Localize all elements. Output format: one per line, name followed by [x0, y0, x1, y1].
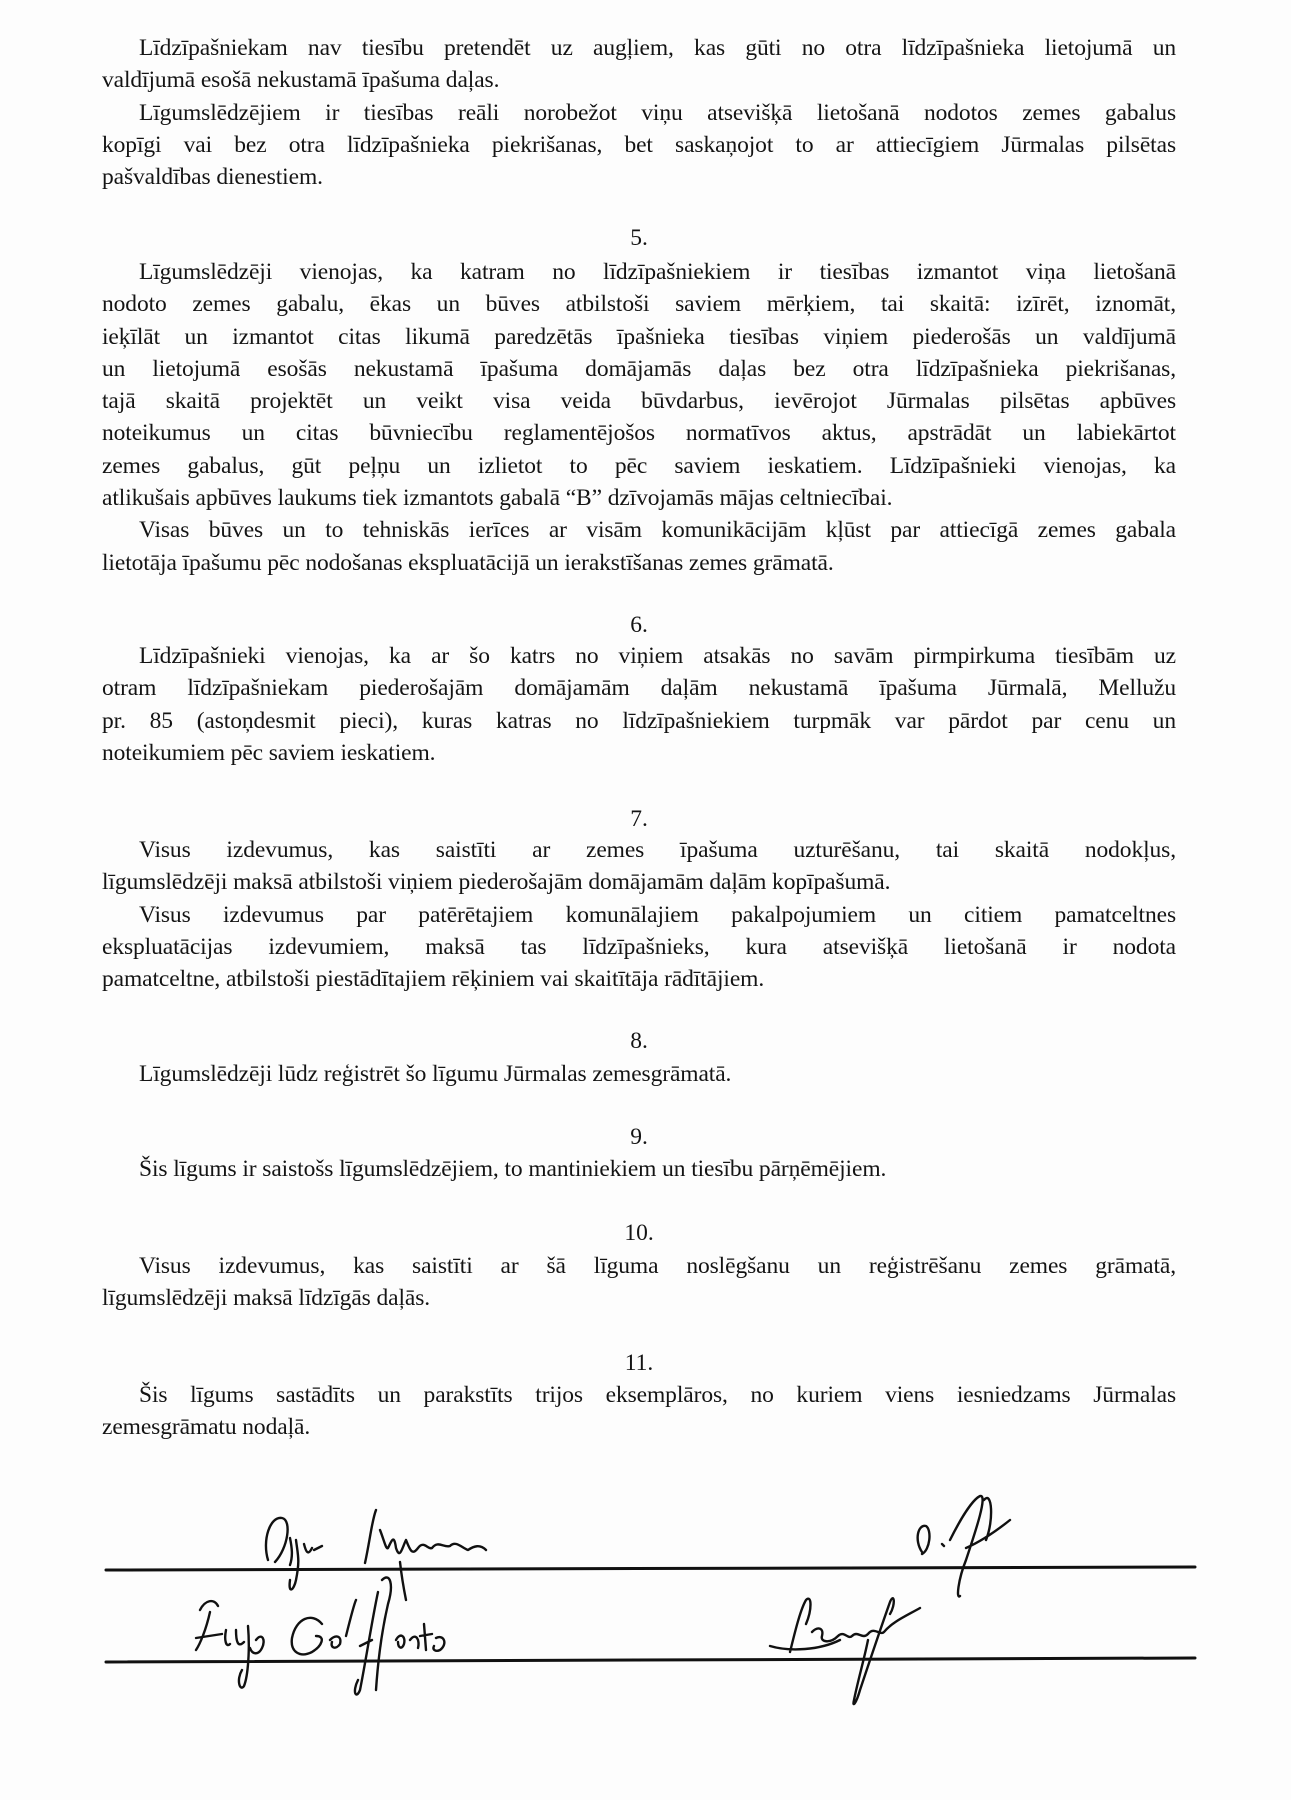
paragraph-line: Visus izdevumus, kas saistīti ar zemes īpašuma uzturēšanu, tai skaitā nodokļus,	[139, 837, 1176, 863]
paragraph-line: Visas būves un to tehniskās ierīces ar visām komunikācijām kļūst par attiecīgā zemes gabala	[139, 517, 1176, 544]
paragraph-line: Visus izdevumus, kas saistīti ar šā līguma noslēgšanu un reģistrēšanu zemes grāmatā,	[139, 1253, 1176, 1279]
paragraph-line: Visus izdevumus par patērētajiem komunālajiem pakalpojumiem un citiem pamatceltnes	[139, 901, 1176, 928]
section-number-11: 11.	[624, 1350, 654, 1376]
section-number-8: 8.	[630, 1028, 648, 1054]
paragraph-line: tajā skaitā projektēt un veikt visa veida būvdarbus, ievērojot Jūrmalas pilsētas apbūves	[102, 388, 1176, 415]
paragraph-line: Līgumslēdzēji vienojas, ka katram no līdzīpašniekiem ir tiesības izmantot viņa lietošanā	[139, 259, 1176, 285]
section-number-9: 9.	[630, 1124, 648, 1150]
paragraph-line: noteikumiem pēc saviem ieskatiem.	[102, 739, 436, 766]
signature-line-2	[106, 1658, 1195, 1662]
paragraph-line: Līgumslēdzēji lūdz reģistrēt šo līgumu Jūrmalas zemesgrāmatā.	[139, 1061, 732, 1087]
paragraph-line: Šis līgums ir saistošs līgumslēdzējiem, to mantiniekiem un tiesību pārņēmējiem.	[139, 1156, 887, 1182]
signature-line-1	[106, 1567, 1195, 1570]
paragraph-line: zemes gabalus, gūt peļņu un izlietot to pēc saviem ieskatiem. Līdzīpašnieki vienojas, ka	[102, 452, 1176, 479]
signature-6	[770, 1598, 920, 1704]
signature-4	[196, 1601, 264, 1688]
paragraph-line: pašvaldības dienestiem.	[102, 164, 323, 191]
paragraph-line: nodoto zemes gabalu, ēkas un būves atbilstoši saviem mērķiem, tai skaitā: izīrēt, iznomāt,	[102, 291, 1176, 318]
paragraph-line: noteikumus un citas būvniecību reglamentējošos normatīvos aktus, apstrādāt un labiekārtot	[102, 420, 1176, 447]
paragraph-line: pr. 85 (astoņdesmit pieci), kuras katras no līdzīpašniekiem turpmāk var pārdot par cenu un	[102, 707, 1176, 734]
paragraph-line: līgumslēdzēji maksā līdzīgās daļās.	[102, 1285, 431, 1312]
paragraph-line: līgumslēdzēji maksā atbilstoši viņiem piederošajām domājamām daļām kopīpašumā.	[102, 869, 891, 896]
section-number-7: 7.	[630, 806, 648, 832]
paragraph-line: atlikušais apbūves laukums tiek izmantots gabalā “B” dzīvojamās mājas celtniecībai.	[102, 485, 893, 512]
paragraph-line: ieķīlāt un izmantot citas likumā paredzētās īpašnieka tiesības viņiem piederošās un valdījumā	[102, 323, 1176, 350]
paragraph-line: Līdzīpašnieki vienojas, ka ar šo katrs no viņiem atsakās no savām pirmpirkuma tiesībām uz	[139, 643, 1176, 669]
paragraph-line: otram līdzīpašniekam piederošajām domājamām daļām nekustamā īpašuma Jūrmalā, Mellužu	[102, 675, 1176, 702]
section-number-10: 10.	[624, 1220, 654, 1246]
paragraph-line: Šis līgums sastādīts un parakstīts trijos eksemplāros, no kuriem viens iesniedzams Jūrmalas	[139, 1382, 1176, 1408]
paragraph-line: valdījumā esošā nekustamā īpašuma daļas.	[102, 67, 500, 94]
signature-1	[266, 1518, 322, 1590]
paragraph-line: Līgumslēdzējiem ir tiesības reāli norobežot viņu atsevišķā lietošanā nodotos zemes gabalus	[139, 99, 1176, 126]
paragraph-line: pamatceltne, atbilstoši piestādītajiem rēķiniem vai skaitītāja rādītājiem.	[102, 966, 765, 993]
paragraph-line: lietotāja īpašumu pēc nodošanas ekspluatācijā un ierakstīšanas zemes grāmatā.	[102, 549, 834, 576]
paragraph-line: Līdzīpašniekam nav tiesību pretendēt uz augļiem, kas gūti no otra līdzīpašnieka lietojumā un	[139, 35, 1176, 61]
paragraph-line: kopīgi vai bez otra līdzīpašnieka piekrišanas, bet saskaņojot to ar attiecīgiem Jūrmalas pilsētas	[102, 131, 1176, 158]
signature-2	[365, 1510, 486, 1600]
signature-3	[918, 1496, 1010, 1597]
section-number-5: 5.	[630, 225, 648, 251]
signature-5	[292, 1577, 445, 1694]
paragraph-line: ekspluatācijas izdevumiem, maksā tas līdzīpašnieks, kura atsevišķā lietošanā ir nodota	[102, 933, 1176, 960]
paragraph-line: zemesgrāmatu nodaļā.	[102, 1414, 311, 1441]
paragraph-line: un lietojumā esošās nekustamā īpašuma domājamās daļas bez otra līdzīpašnieka piekrišanas,	[102, 355, 1176, 382]
section-number-6: 6.	[630, 612, 648, 638]
